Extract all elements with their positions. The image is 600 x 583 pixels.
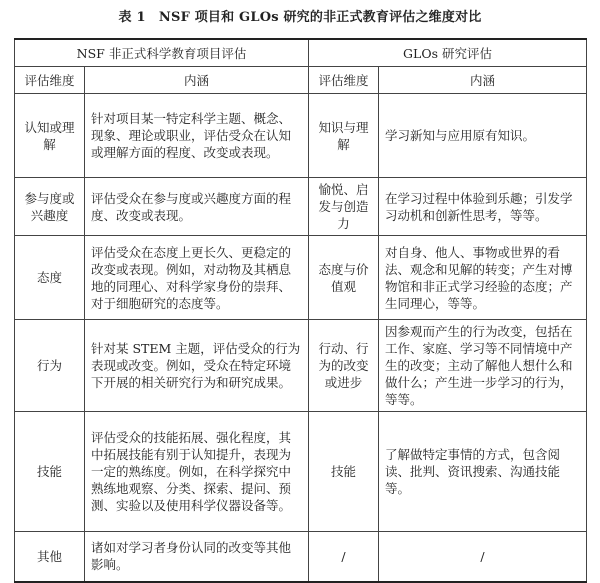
header-glos-dimension: 评估维度: [309, 67, 379, 94]
header-glos-group: GLOs 研究评估: [309, 39, 587, 67]
nsf-content-cell: 针对某 STEM 主题，评估受众的行为表现或改变。例如，受众在特定环境下开展的相关研究行为和研究成果。: [85, 320, 309, 412]
glos-dimension-cell: 技能: [309, 412, 379, 532]
comparison-table: [14, 38, 587, 583]
glos-content-cell: 对自身、他人、事物或世界的看法、观念和见解的转变；产生对博物馆和非正式学习经验的态度；产生同理心，等等。: [379, 236, 587, 320]
glos-dimension-cell: 行动、行为的改变或进步: [309, 320, 379, 412]
glos-content-cell: 学习新知与应用原有知识。: [379, 94, 587, 178]
header-nsf-content: 内涵: [85, 67, 309, 94]
glos-content-cell: /: [379, 532, 587, 582]
table-row: [15, 412, 587, 532]
glos-content-cell: 因参观而产生的行为改变，包括在工作、家庭、学习等不同情境中产生的改变；主动了解他人想什么和做什么；产生进一步学习的行为，等等。: [379, 320, 587, 412]
glos-dimension-cell: 态度与价值观: [309, 236, 379, 320]
nsf-dimension-cell: 态度: [15, 236, 85, 320]
glos-content-cell: 在学习过程中体验到乐趣；引发学习动机和创新性思考，等等。: [379, 178, 587, 236]
table-caption: 表 1 NSF 项目和 GLOs 研究的非正式教育评估之维度对比: [118, 10, 482, 25]
nsf-content-cell: 评估受众的技能拓展、强化程度，其中拓展技能有别于认知提升，表现为一定的熟练度。例如，在科学探究中熟练地观察、分类、探索、提问、预测、实验以及使用科学仪器设备等。: [85, 412, 309, 532]
header-nsf-group: NSF 非正式科学教育项目评估: [15, 39, 309, 67]
glos-dimension-cell: /: [309, 532, 379, 582]
nsf-dimension-cell: 其他: [15, 532, 85, 582]
glos-dimension-cell: 知识与理解: [309, 94, 379, 178]
table-row: [15, 532, 587, 582]
nsf-content-cell: 评估受众在态度上更长久、更稳定的改变或表现。例如，对动物及其栖息地的同理心、对科学家身份的崇拜、对于细胞研究的态度等。: [85, 236, 309, 320]
table-row: [15, 236, 587, 320]
header-nsf-dimension: 评估维度: [15, 67, 85, 94]
table-row: [15, 178, 587, 236]
nsf-dimension-cell: 认知或理解: [15, 94, 85, 178]
nsf-dimension-cell: 参与度或兴趣度: [15, 178, 85, 236]
nsf-content-cell: 评估受众在参与度或兴趣度方面的程度、改变或表现。: [85, 178, 309, 236]
nsf-content-cell: 诸如对学习者身份认同的改变等其他影响。: [85, 532, 309, 582]
nsf-dimension-cell: 技能: [15, 412, 85, 532]
table-row: [15, 94, 587, 178]
glos-content-cell: 了解做特定事情的方式，包含阅读、批判、资讯搜索、沟通技能等。: [379, 412, 587, 532]
glos-dimension-cell: 愉悦、启发与创造力: [309, 178, 379, 236]
nsf-dimension-cell: 行为: [15, 320, 85, 412]
header-glos-content: 内涵: [379, 67, 587, 94]
table-row: [15, 320, 587, 412]
nsf-content-cell: 针对项目某一特定科学主题、概念、现象、理论或职业，评估受众在认知或理解方面的程度、改变或表现。: [85, 94, 309, 178]
